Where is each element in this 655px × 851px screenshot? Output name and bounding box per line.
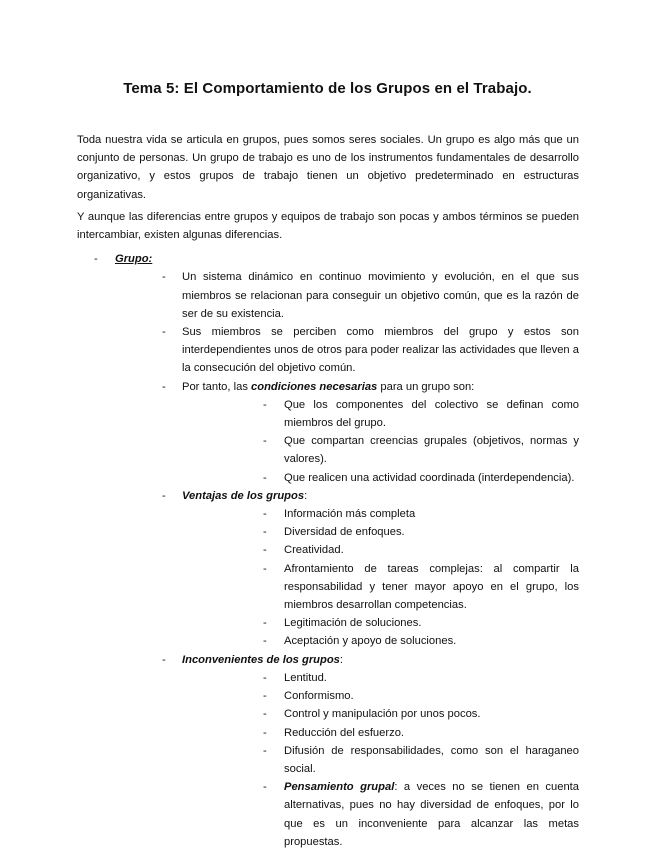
- conditions-suffix: para un grupo son:: [377, 380, 475, 393]
- page-title: Tema 5: El Comportamiento de los Grupos en el Trabajo.: [123, 80, 532, 97]
- item-text: Aceptación y apoyo de soluciones.: [284, 635, 457, 648]
- list-item: [182, 432, 579, 468]
- bullet-dash: -: [263, 708, 267, 721]
- list-item: [182, 541, 579, 559]
- inconvenientes-heading: Inconvenientes de los grupos: [182, 653, 340, 666]
- list-item: [182, 560, 579, 615]
- bullet-dash: -: [263, 508, 267, 521]
- bullet-dash: -: [263, 690, 267, 703]
- inconvenientes-colon: :: [339, 653, 344, 666]
- list-item: [182, 632, 579, 650]
- list-item: [182, 669, 579, 687]
- bullet-dash: -: [263, 398, 267, 411]
- list-item: [182, 469, 579, 487]
- bullet-dash: -: [94, 253, 98, 266]
- inconvenientes-list: [182, 669, 579, 851]
- bullet-dash: -: [162, 326, 166, 339]
- bullet-dash: -: [263, 544, 267, 557]
- bullet-dash: -: [263, 781, 267, 794]
- list-item: [182, 687, 579, 705]
- list-item-pensamiento: [182, 778, 579, 851]
- ventajas-list: [182, 505, 579, 651]
- bullet-dash: -: [263, 617, 267, 630]
- list-item: [182, 523, 579, 541]
- main-list: [77, 250, 579, 851]
- document-body: [77, 131, 579, 851]
- grupo-sublist: [115, 268, 579, 851]
- bullet-dash: -: [162, 380, 166, 393]
- list-item-ventajas: [115, 487, 579, 651]
- list-item: [182, 705, 579, 723]
- ventajas-heading: Ventajas de los grupos: [182, 489, 305, 502]
- bullet-dash: -: [263, 726, 267, 739]
- item-text: Que compartan creencias grupales (objetivos, normas y valores).: [284, 435, 579, 466]
- list-item: [182, 505, 579, 523]
- list-item: [182, 396, 579, 432]
- list-item: [182, 742, 579, 778]
- item-text: Control y manipulación por unos pocos.: [284, 708, 481, 721]
- item-text: Creatividad.: [284, 544, 344, 557]
- list-item: [115, 323, 579, 378]
- bullet-dash: -: [162, 653, 166, 666]
- bullet-dash: -: [263, 562, 267, 575]
- item-text: Información más completa: [284, 508, 416, 521]
- item-text: Legitimación de soluciones.: [284, 617, 422, 630]
- item-text: Difusión de responsabilidades, como son el haraganeo social.: [284, 744, 579, 775]
- bullet-dash: -: [162, 271, 166, 284]
- list-item: [182, 614, 579, 632]
- ventajas-colon: :: [304, 489, 308, 502]
- item-text: Lentitud.: [284, 671, 327, 684]
- intro-paragraph-2: Y aunque las diferencias entre grupos y equipos de trabajo son pocas y ambos términos se pueden intercambiar, existen algunas diferencias.: [77, 210, 579, 242]
- conditions-prefix: Por tanto, las: [182, 380, 252, 393]
- item-text: Conformismo.: [284, 690, 354, 703]
- pensamiento-text: : a veces no se tienen en cuenta alternativas, pues no hay diversidad de enfoques, por lo que es un inconveniente para alcanzar las metas propuestas.: [284, 781, 579, 848]
- bullet-dash: -: [263, 526, 267, 539]
- list-item-inconvenientes: [115, 651, 579, 851]
- list-item: [115, 268, 579, 323]
- bullet-dash: -: [263, 744, 267, 757]
- list-item-grupo: [77, 250, 579, 851]
- bullet-dash: -: [162, 489, 166, 502]
- definition-text: Un sistema dinámico en continuo movimiento y evolución, en el que sus miembros se relacionan para conseguir un objetivo común, que es la razón de ser de su existencia.: [182, 271, 579, 320]
- list-item-conditions: [115, 378, 579, 487]
- list-item: [182, 724, 579, 742]
- bullet-dash: -: [263, 471, 267, 484]
- pensamiento-emphasis: Pensamiento grupal: [284, 781, 395, 794]
- item-text: Que realicen una actividad coordinada (interdependencia).: [284, 471, 575, 484]
- item-text: Diversidad de enfoques.: [284, 526, 405, 539]
- item-text: Que los componentes del colectivo se definan como miembros del grupo.: [284, 398, 579, 430]
- grupo-heading: Grupo:: [115, 253, 153, 266]
- item-text: Afrontamiento de tareas complejas: al compartir la responsabilidad y tener mayor apoyo en el grupo, los miembros desarrollan competencias.: [284, 562, 579, 612]
- intro-paragraph-1: Toda nuestra vida se articula en grupos, pues somos seres sociales. Un grupo es algo más que un conjunto de personas. Un grupo de trabajo es uno de los instrumentos fundamentales de desarrollo organizativo, y estos grupos de trabajo tienen un objetivo predeterminado en estructuras organizativas.: [77, 134, 579, 201]
- bullet-dash: -: [263, 435, 267, 448]
- conditions-emphasis: condiciones necesarias: [251, 380, 378, 393]
- bullet-dash: -: [263, 671, 267, 684]
- conditions-list: [182, 396, 579, 487]
- bullet-dash: -: [263, 635, 267, 648]
- item-text: Reducción del esfuerzo.: [284, 726, 405, 739]
- definition-text: Sus miembros se perciben como miembros del grupo y estos son interdependientes unos de otros para poder realizar las actividades que lleven a la consecución del objetivo común.: [182, 326, 579, 375]
